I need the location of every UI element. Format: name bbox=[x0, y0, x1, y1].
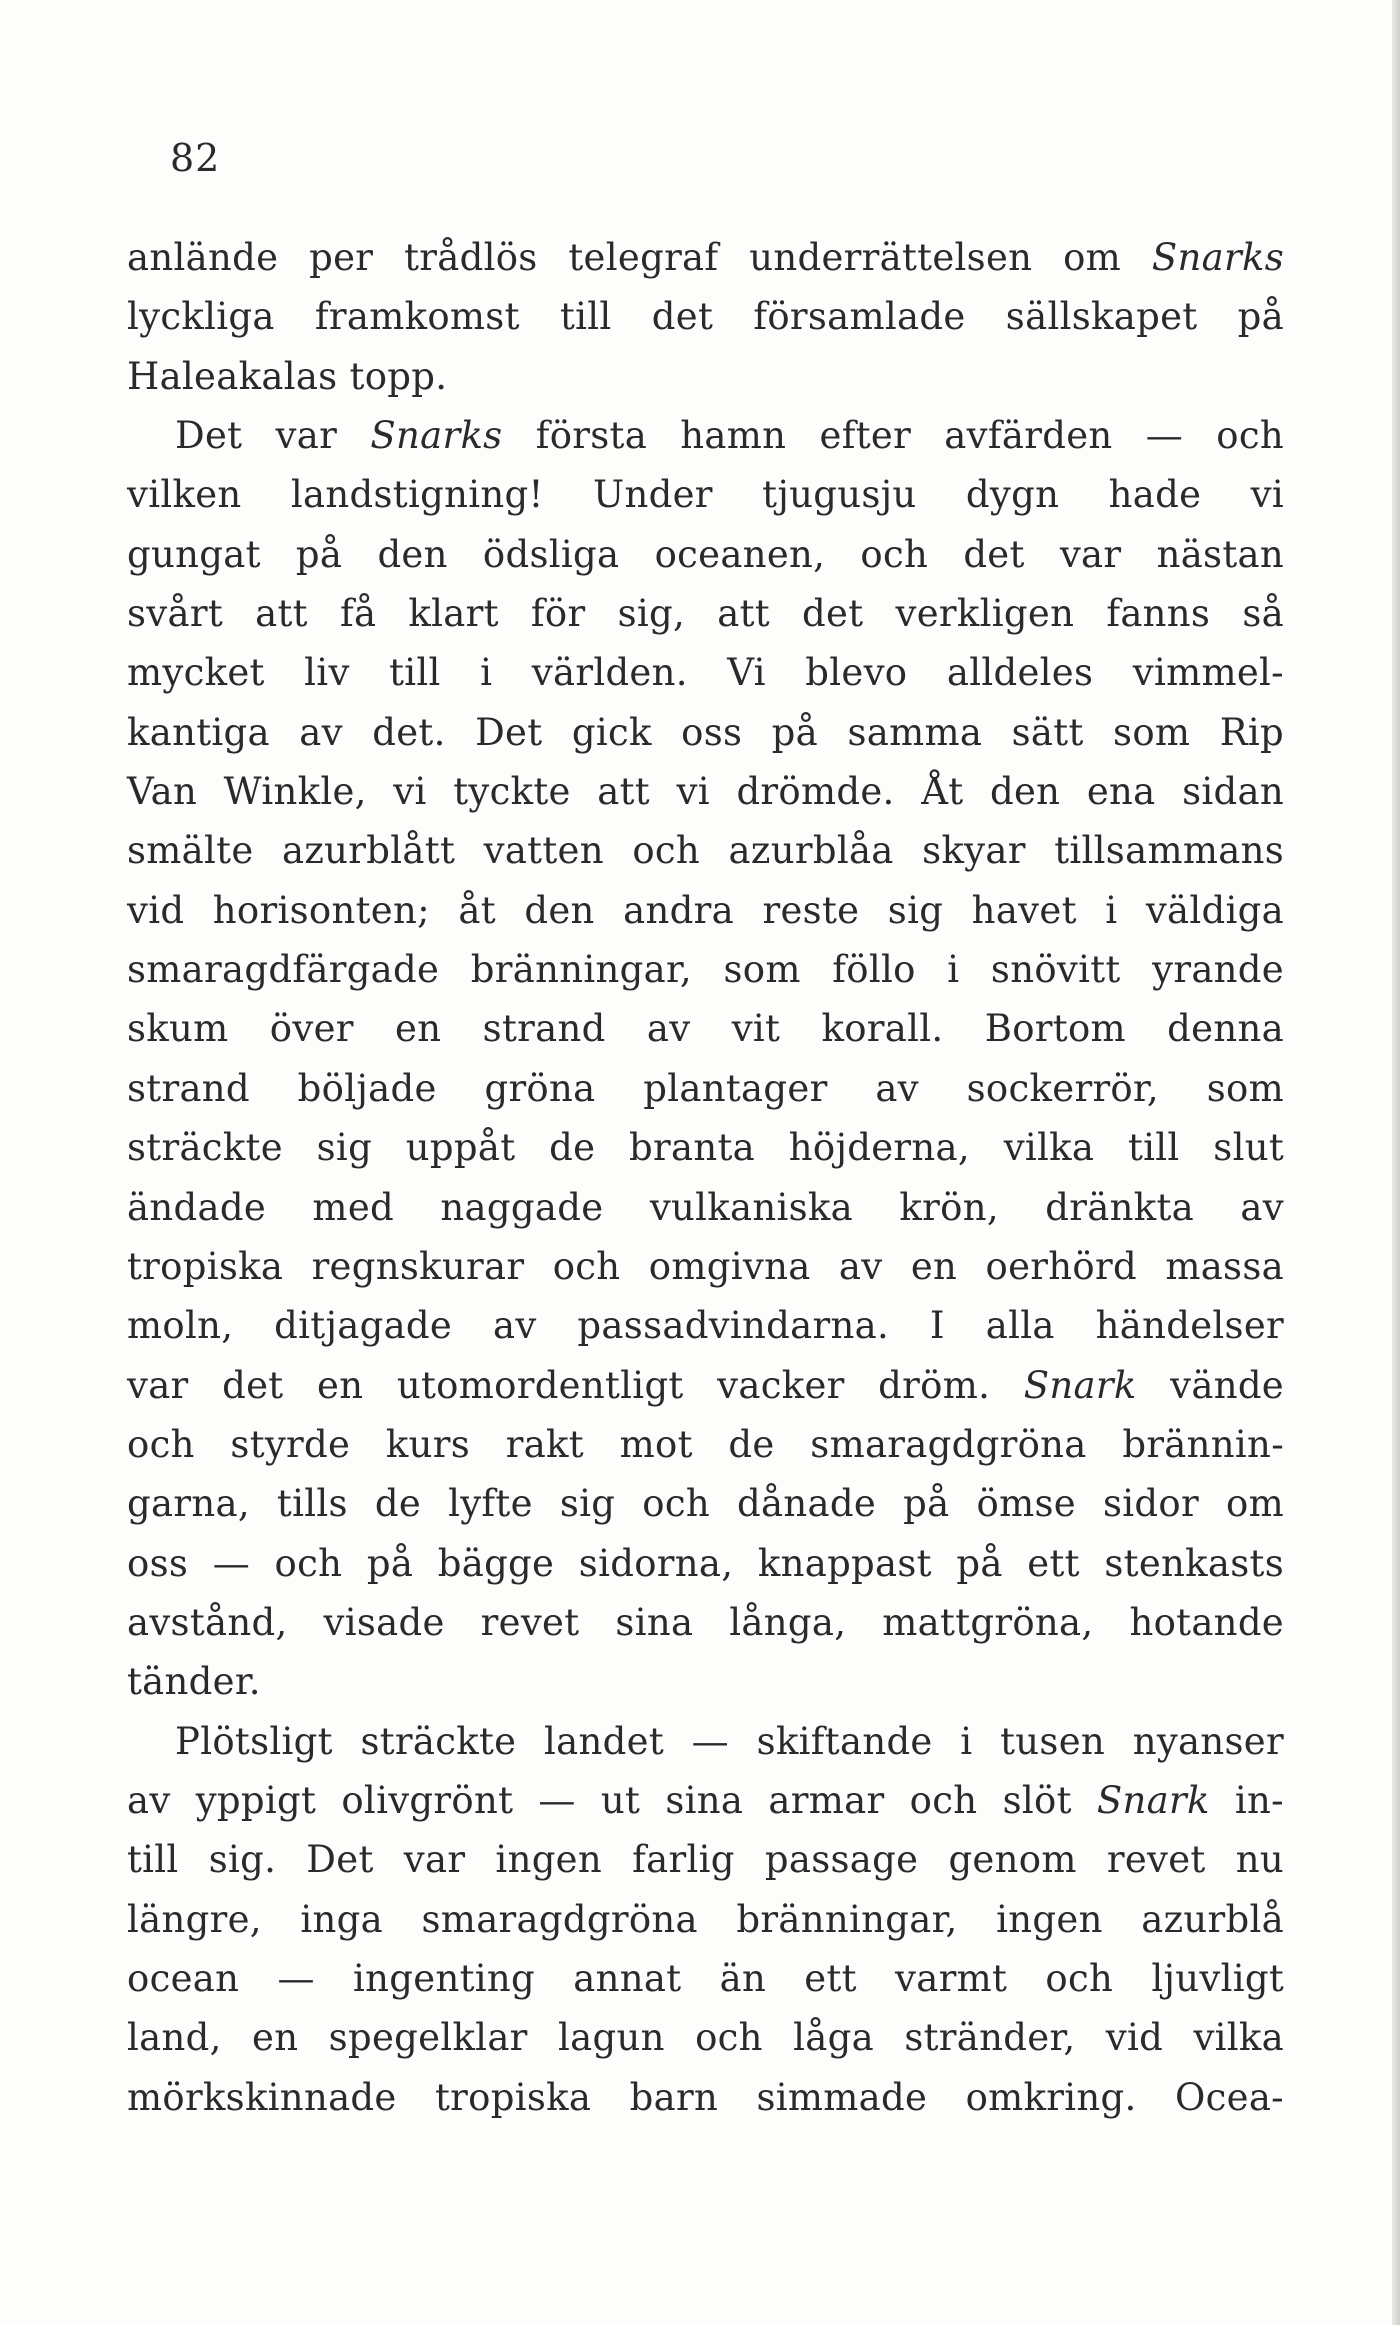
text-run: längre, inga smaragdgröna bränningar, ingen azurblå bbox=[127, 1897, 1284, 1941]
text-line bbox=[127, 1296, 1284, 1355]
text-run: vilken landstigning! Under tjugusju dygn hade vi bbox=[127, 473, 1284, 517]
text-line bbox=[127, 525, 1284, 584]
text-run: anlände per trådlös telegraf underrättelsen om bbox=[127, 236, 1152, 279]
text-run: ändade med naggade vulkaniska krön, dränkta av bbox=[127, 1185, 1284, 1229]
page-edge bbox=[1392, 0, 1400, 2325]
text-line bbox=[127, 940, 1284, 999]
text-line bbox=[127, 584, 1284, 643]
text-line bbox=[127, 1593, 1284, 1652]
text-run: ocean — ingenting annat än ett varmt och ljuvligt bbox=[127, 1956, 1284, 2000]
text-run: gungat på den ödsliga oceanen, och det var nästan bbox=[127, 532, 1284, 576]
text-run: strand böljade gröna plantager av sockerrör, som bbox=[127, 1066, 1284, 1110]
text-run: smälte azurblått vatten och azurblåa skyar tillsammans bbox=[127, 829, 1284, 873]
text-line bbox=[127, 1237, 1284, 1296]
text-line bbox=[127, 2068, 1284, 2127]
text-run: och styrde kurs rakt mot de smaragdgröna brännin- bbox=[127, 1422, 1284, 1466]
text-run: vid horisonten; åt den andra reste sig havet i väldiga bbox=[127, 888, 1284, 932]
text-run: kantiga av det. Det gick oss på samma sätt som Rip bbox=[127, 710, 1284, 754]
text-run: var det en utomordentligt vacker dröm. bbox=[127, 1363, 1024, 1407]
text-run: lyckliga framkomst till det församlade sällskapet på bbox=[127, 295, 1284, 339]
text-run: Van Winkle, vi tyckte att vi drömde. Åt den ena sidan bbox=[127, 770, 1284, 814]
ship-name: Snark bbox=[1023, 1363, 1137, 1407]
text-run: första hamn efter avfärden — och bbox=[502, 414, 1284, 458]
text-line bbox=[127, 228, 1284, 287]
text-line bbox=[127, 762, 1284, 821]
text-line bbox=[127, 1356, 1284, 1415]
text-run: skum över en strand av vit korall. Bortom denna bbox=[127, 1007, 1284, 1051]
text-line bbox=[127, 1415, 1284, 1474]
text-run: smaragdfärgade bränningar, som föllo i snövitt yrande bbox=[127, 948, 1284, 992]
text-line bbox=[127, 1830, 1284, 1889]
text-line bbox=[127, 287, 1284, 346]
text-run: tänder. bbox=[127, 1660, 261, 1704]
body-text bbox=[127, 228, 1284, 2127]
text-run: oss — och på bägge sidorna, knappast på ett stenkasts bbox=[127, 1541, 1284, 1585]
text-line bbox=[127, 1118, 1284, 1177]
text-line bbox=[127, 1890, 1284, 1949]
text-run: sträckte sig uppåt de branta höjderna, vilka till slut bbox=[127, 1126, 1284, 1170]
text-line bbox=[127, 1059, 1284, 1118]
text-line bbox=[127, 881, 1284, 940]
text-line bbox=[127, 1652, 1284, 1711]
text-line bbox=[127, 465, 1284, 524]
text-line bbox=[127, 999, 1284, 1058]
text-run: vände bbox=[1136, 1363, 1285, 1407]
text-run: till sig. Det var ingen farlig passage genom revet nu bbox=[127, 1838, 1284, 1882]
text-line bbox=[127, 1771, 1284, 1830]
text-line bbox=[127, 1949, 1284, 2008]
page-number: 82 bbox=[170, 136, 221, 180]
text-line bbox=[127, 643, 1284, 702]
text-line bbox=[127, 406, 1284, 465]
text-run: Haleakalas topp. bbox=[127, 354, 448, 398]
text-run: mycket liv till i världen. Vi blevo alldeles vimmel- bbox=[127, 651, 1284, 695]
text-run: Det var bbox=[175, 414, 371, 458]
text-line bbox=[127, 1534, 1284, 1593]
ship-name: Snark bbox=[1096, 1778, 1210, 1822]
text-run: avstånd, visade revet sina långa, mattgröna, hotande bbox=[127, 1600, 1284, 1644]
ship-name: Snarks bbox=[370, 414, 503, 458]
text-run: moln, ditjagade av passadvindarna. I alla händelser bbox=[127, 1304, 1284, 1348]
text-line bbox=[127, 1712, 1284, 1771]
text-run: tropiska regnskurar och omgivna av en oerhörd massa bbox=[127, 1244, 1284, 1288]
text-run: av yppigt olivgrönt — ut sina armar och slöt bbox=[127, 1778, 1097, 1822]
text-line bbox=[127, 703, 1284, 762]
text-run: in- bbox=[1209, 1778, 1284, 1822]
text-run: Plötsligt sträckte landet — skiftande i tusen nyanser bbox=[175, 1719, 1284, 1763]
text-line bbox=[127, 821, 1284, 880]
text-line bbox=[127, 1178, 1284, 1237]
text-line bbox=[127, 347, 1284, 406]
text-run: mörkskinnade tropiska barn simmade omkring. Ocea- bbox=[127, 2075, 1284, 2119]
ship-name: Snarks bbox=[1151, 236, 1284, 279]
text-run: svårt att få klart för sig, att det verkligen fanns så bbox=[127, 592, 1284, 636]
text-line bbox=[127, 1474, 1284, 1533]
text-run: garna, tills de lyfte sig och dånade på ömse sidor om bbox=[127, 1482, 1284, 1526]
text-run: land, en spegelklar lagun och låga stränder, vid vilka bbox=[127, 2016, 1284, 2060]
text-line bbox=[127, 2008, 1284, 2067]
